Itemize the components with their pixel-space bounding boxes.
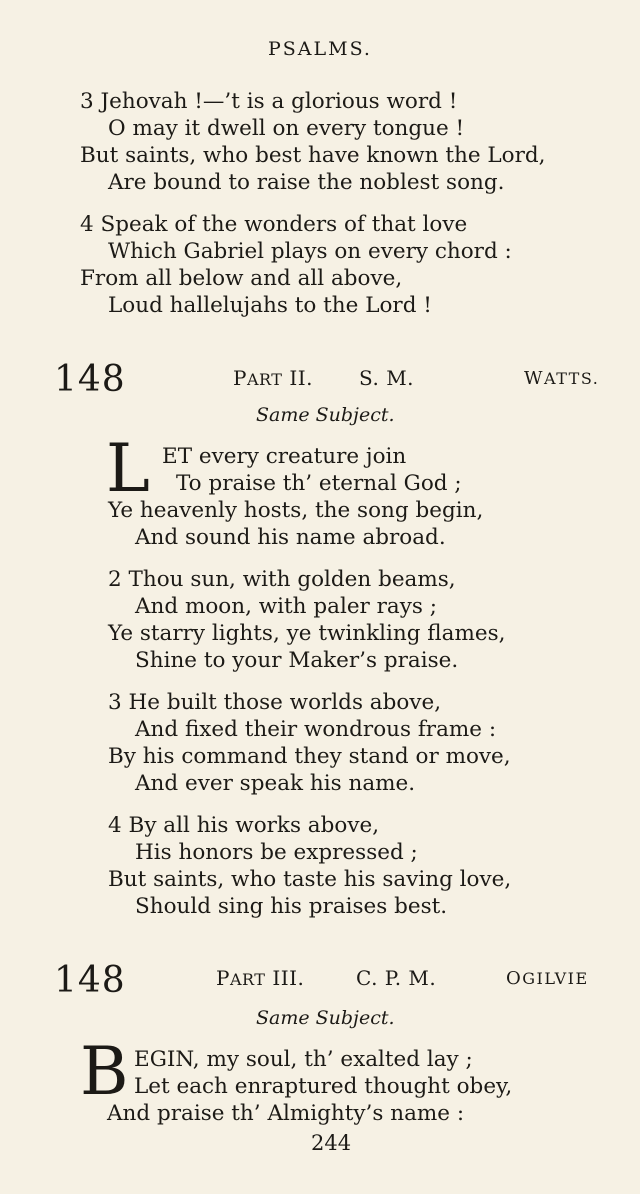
verse-line: ET every creature join — [162, 444, 407, 469]
verse-line: Ye starry lights, ye twinkling flames, — [108, 621, 506, 646]
verse-line: And praise th’ Almighty’s name : — [107, 1101, 465, 1126]
verse-line: And moon, with paler rays ; — [135, 594, 438, 619]
verse-line: Should sing his praises best. — [135, 894, 448, 919]
verse-line: Ye heavenly hosts, the song begin, — [108, 498, 484, 523]
drop-cap: B — [80, 1033, 129, 1110]
verse-line: 2 Thou sun, with golden beams, — [108, 567, 456, 592]
verse-line: And ever speak his name. — [135, 771, 416, 796]
verse-line: Loud hallelujahs to the Lord ! — [108, 293, 432, 318]
page-number: 244 — [311, 1131, 352, 1155]
verse-line: 4 Speak of the wonders of that love — [80, 212, 468, 237]
hymn-part: PART III. — [216, 966, 305, 990]
verse-line: Which Gabriel plays on every chord : — [108, 239, 512, 264]
hymn-meter: C. P. M. — [356, 966, 437, 990]
verse-line: 3 Jehovah !—’t is a glorious word ! — [80, 89, 458, 114]
verse-line: Are bound to raise the noblest song. — [108, 170, 505, 195]
drop-cap: L — [106, 430, 150, 507]
running-head: PSALMS. — [268, 38, 372, 60]
hymn-number: 148 — [54, 359, 126, 400]
verse-line: And fixed their wondrous frame : — [135, 717, 497, 742]
verse-line: By his command they stand or move, — [108, 744, 511, 769]
hymn-part: PART II. — [233, 366, 313, 390]
hymn-subject: Same Subject. — [256, 1007, 395, 1029]
verse-line: O may it dwell on every tongue ! — [108, 116, 465, 141]
hymn-subject: Same Subject. — [256, 404, 395, 426]
verse-line: Let each enraptured thought obey, — [134, 1074, 513, 1099]
verse-line: But saints, who best have known the Lord, — [80, 143, 546, 168]
verse-line: 4 By all his works above, — [108, 813, 380, 838]
verse-line: His honors be expressed ; — [135, 840, 418, 865]
hymn-number: 148 — [54, 960, 126, 1001]
verse-line: But saints, who taste his saving love, — [108, 867, 512, 892]
verse-line: To praise th’ eternal God ; — [176, 471, 462, 496]
verse-line: From all below and all above, — [80, 266, 403, 291]
hymn-author: OGILVIE — [506, 968, 589, 989]
verse-line: EGIN, my soul, th’ exalted lay ; — [134, 1047, 473, 1072]
verse-line: And sound his name abroad. — [135, 525, 446, 550]
verse-line: 3 He built those worlds above, — [108, 690, 442, 715]
hymn-meter: S. M. — [359, 366, 415, 390]
verse-line: Shine to your Maker’s praise. — [135, 648, 459, 673]
hymn-author: WATTS. — [524, 368, 600, 389]
